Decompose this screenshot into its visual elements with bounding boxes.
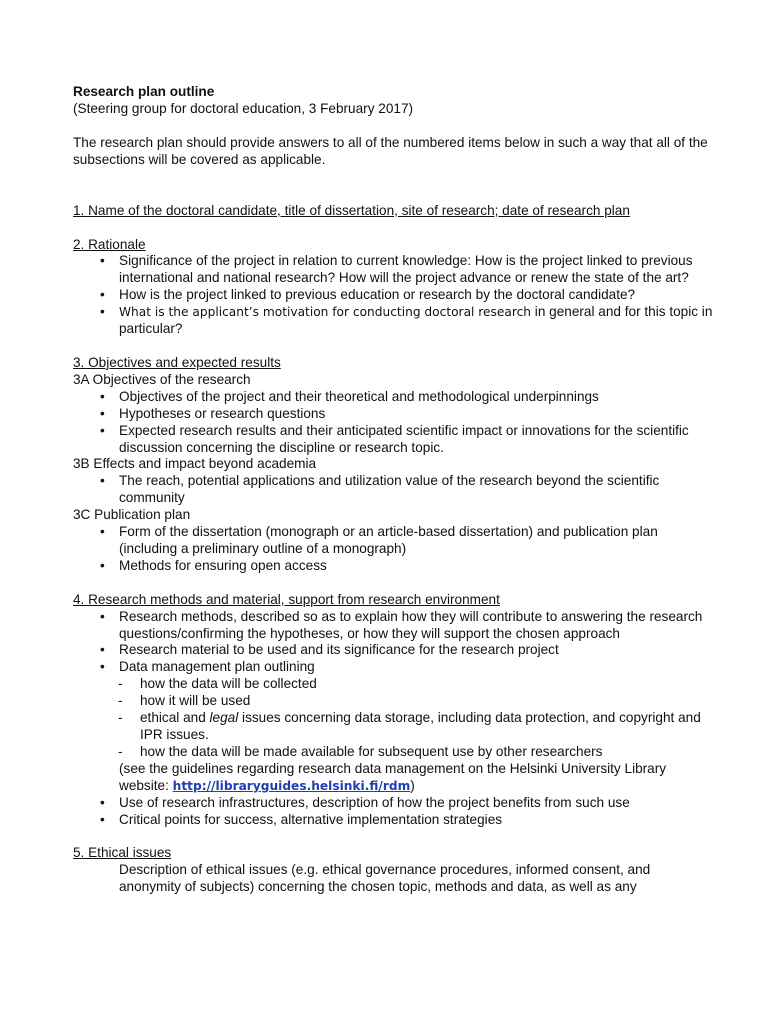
section-4-list-continued — [73, 795, 713, 829]
section-4-list — [73, 609, 713, 677]
list-item: • Use of research infrastructures, description of how the project benefits from such use — [73, 795, 713, 812]
list-item: • Expected research results and their anticipated scientific impact or innovations for the scientific discussion concerning the discipline or research topic. — [73, 423, 713, 457]
section-1-heading: 1. Name of the doctoral candidate, title of dissertation, site of research; date of research plan — [73, 202, 630, 218]
list-item: • Methods for ensuring open access — [73, 558, 713, 575]
section-2-heading: 2. Rationale — [73, 236, 146, 252]
list-item: - ethical and legal issues concerning data storage, including data protection, and copyright and IPR issues. — [73, 710, 713, 744]
section-5-heading: 5. Ethical issues — [73, 845, 172, 861]
library-guides-link[interactable]: http://libraryguides.helsinki.fi/rdm — [172, 778, 411, 793]
list-item: • Critical points for success, alternative implementation strategies — [73, 812, 713, 829]
list-item: • Hypotheses or research questions — [73, 406, 713, 423]
subsection-3c-label: 3C Publication plan — [73, 507, 191, 523]
document-title: Research plan outline — [73, 84, 215, 99]
list-item: • Objectives of the project and their theoretical and methodological underpinnings — [73, 389, 713, 406]
list-item: • Research methods, described so as to explain how they will contribute to answering the research questions/confirming the hypotheses, or how they will support the chosen approach — [73, 609, 713, 643]
legal-emphasis: legal — [209, 710, 239, 726]
document-body — [73, 84, 713, 896]
list-item: • The reach, potential applications and utilization value of the research beyond the scientific community — [73, 473, 713, 507]
list-item: - how the data will be collected — [73, 676, 713, 693]
list-item: • Significance of the project in relation to current knowledge: How is the project linked to previous international and national research? How will the project advance or renew the state of the art? — [73, 253, 713, 287]
section-3-heading: 3. Objectives and expected results — [73, 354, 281, 370]
data-management-sublist — [73, 676, 713, 761]
list-item: • What is the applicant’s motivation for conducting doctoral research in general and for this topic in particular? — [73, 304, 713, 338]
list-item: • Research material to be used and its significance for the research project — [73, 642, 713, 659]
subsection-3a-label: 3A Objectives of the research — [73, 371, 251, 387]
section-2-list — [73, 253, 713, 338]
section-3a-list — [73, 389, 713, 457]
intro-paragraph: The research plan should provide answers to all of the numbered items below in such a way that all of the subsections will be covered as applicable. — [73, 134, 708, 167]
list-item: • How is the project linked to previous education or research by the doctoral candidate? — [73, 287, 713, 304]
list-item: - how it will be used — [73, 693, 713, 710]
document-subtitle: (Steering group for doctoral education, 3 February 2017) — [73, 100, 414, 116]
section-3c-list — [73, 524, 713, 575]
section-3b-list — [73, 473, 713, 507]
guidelines-note: (see the guidelines regarding research data management on the Helsinki University Library website: http://libraryguides.helsinki.fi/rdm) — [119, 760, 667, 793]
section-5-text: Description of ethical issues (e.g. ethical governance procedures, informed consent, and anonymity of subjects) concerning the chosen topic, methods and data, as well as any — [119, 862, 651, 895]
list-item: • Form of the dissertation (monograph or an article-based dissertation) and publication plan (including a preliminary outline of a monograph) — [73, 524, 713, 558]
list-item: • Data management plan outlining — [73, 659, 713, 676]
section-4-heading: 4. Research methods and material, support from research environment — [73, 591, 500, 607]
motivation-text: What is the applicant’s motivation for conducting doctoral research — [119, 305, 532, 320]
subsection-3b-label: 3B Effects and impact beyond academia — [73, 456, 317, 472]
list-item: - how the data will be made available for subsequent use by other researchers — [73, 744, 713, 761]
